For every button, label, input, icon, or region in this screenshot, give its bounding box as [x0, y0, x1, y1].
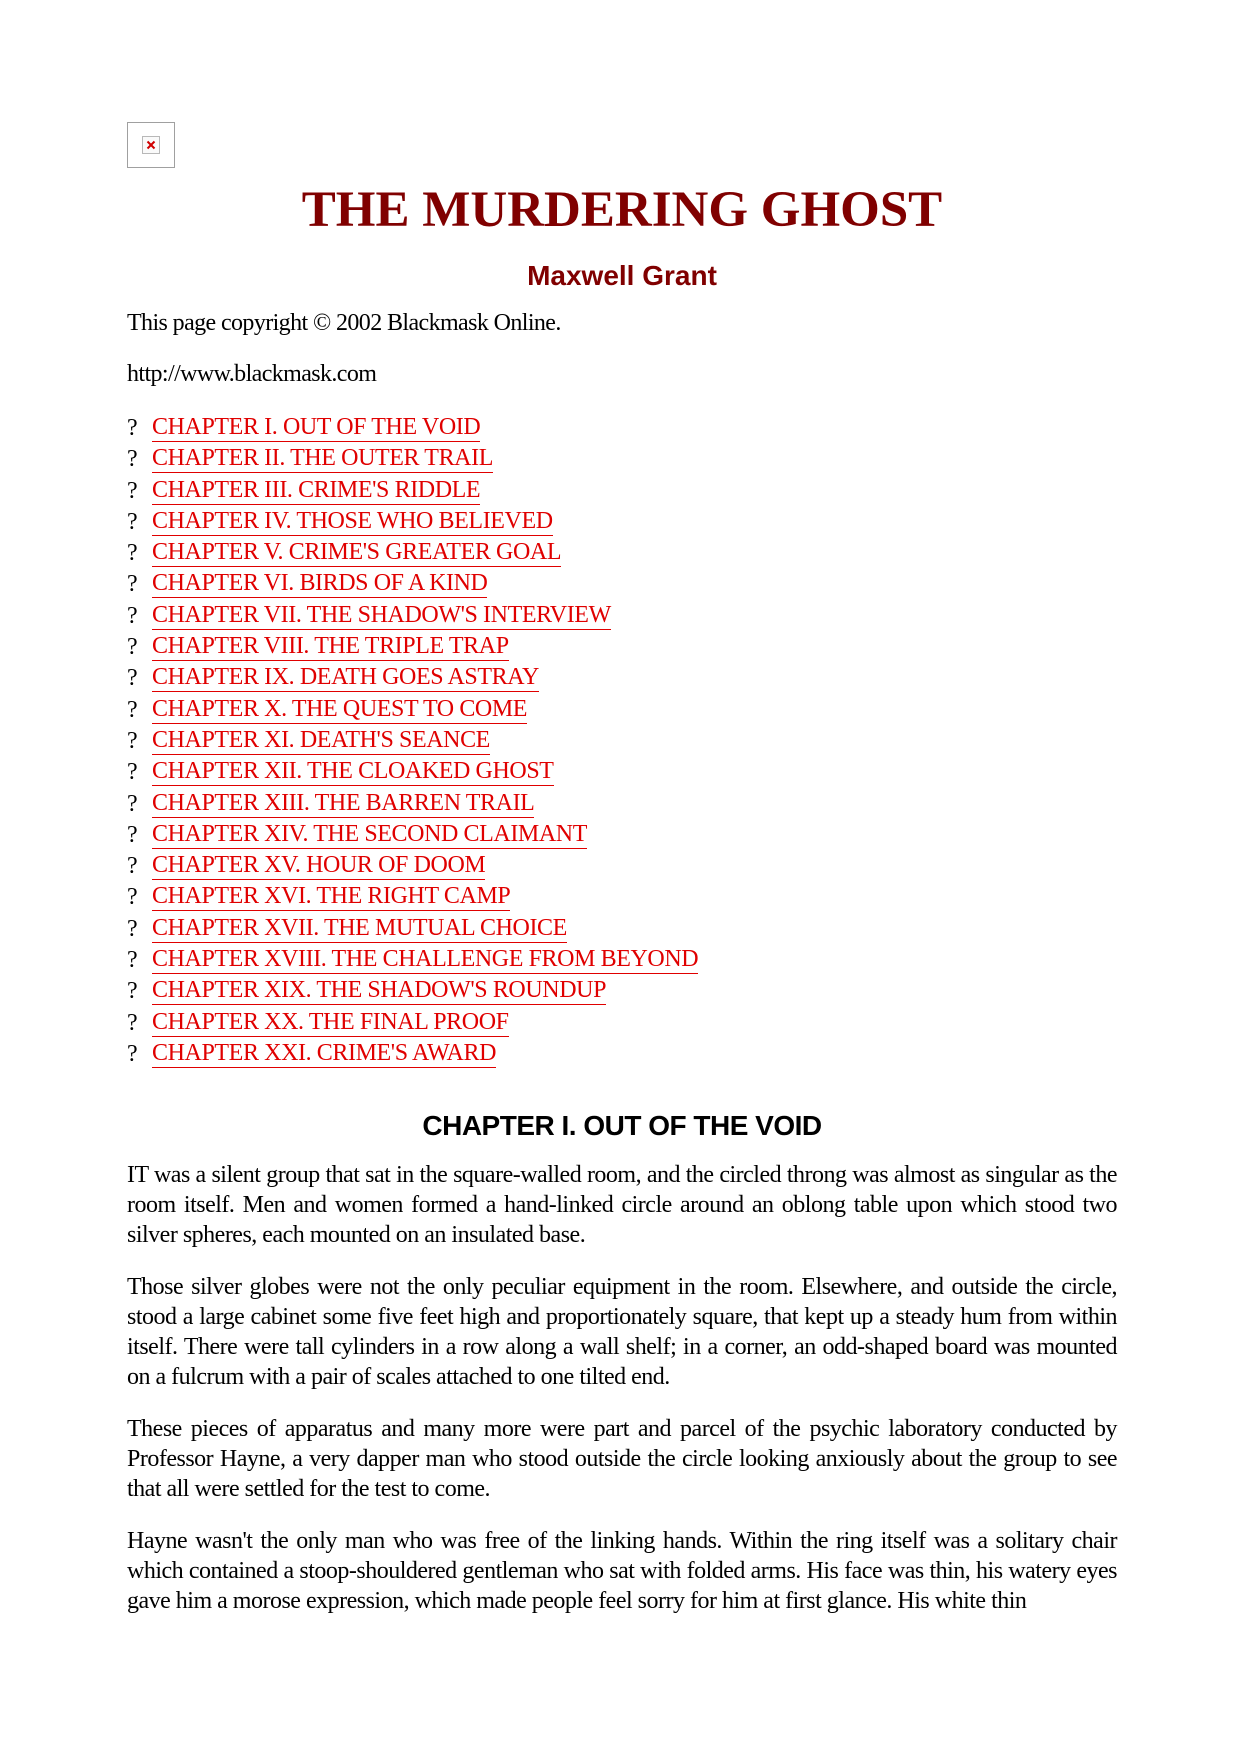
table-of-contents	[127, 413, 698, 1070]
toc-item	[127, 444, 698, 475]
toc-bullet: ?	[127, 759, 138, 786]
toc-item	[127, 601, 698, 632]
broken-image-icon	[127, 122, 175, 168]
toc-bullet: ?	[127, 571, 138, 598]
toc-item	[127, 476, 698, 507]
chapter-paragraph: Hayne wasn't the only man who was free of the linking hands. Within the ring itself was a solitary chair which contained a stoop-shouldered gentleman who sat with folded arms. His face was thin, his watery eyes gave him a morose expression, which made people feel sorry for him at first glance. His white thin	[127, 1528, 1117, 1614]
copyright-notice: This page copyright © 2002 Blackmask Online.	[127, 310, 561, 336]
toc-link-chapter-16[interactable]: CHAPTER XVI. THE RIGHT CAMP	[152, 883, 511, 910]
toc-bullet: ?	[127, 602, 138, 629]
toc-item	[127, 757, 698, 788]
website-url: http://www.blackmask.com	[127, 361, 377, 387]
toc-link-chapter-3[interactable]: CHAPTER III. CRIME'S RIDDLE	[152, 476, 481, 503]
broken-image-icon-inner	[142, 136, 160, 154]
toc-link-chapter-13[interactable]: CHAPTER XIII. THE BARREN TRAIL	[152, 789, 535, 816]
toc-item	[127, 507, 698, 538]
toc-link-chapter-1[interactable]: CHAPTER I. OUT OF THE VOID	[152, 414, 481, 440]
toc-bullet: ?	[127, 821, 138, 848]
toc-link-chapter-2[interactable]: CHAPTER II. THE OUTER TRAIL	[152, 445, 493, 472]
toc-bullet: ?	[127, 634, 138, 661]
toc-item	[127, 945, 698, 976]
toc-item	[127, 695, 698, 726]
toc-bullet: ?	[127, 446, 138, 473]
toc-bullet: ?	[127, 853, 138, 880]
toc-bullet: ?	[127, 1009, 138, 1036]
toc-item	[127, 851, 698, 882]
toc-item	[127, 1008, 698, 1039]
toc-item	[127, 726, 698, 757]
toc-link-chapter-20[interactable]: CHAPTER XX. THE FINAL PROOF	[152, 1008, 509, 1035]
toc-item	[127, 820, 698, 851]
toc-item	[127, 663, 698, 694]
toc-bullet: ?	[127, 727, 138, 754]
toc-bullet: ?	[127, 665, 138, 692]
toc-link-chapter-15[interactable]: CHAPTER XV. HOUR OF DOOM	[152, 852, 486, 879]
toc-item	[127, 413, 698, 444]
toc-bullet: ?	[127, 696, 138, 723]
toc-bullet: ?	[127, 915, 138, 942]
toc-item	[127, 789, 698, 820]
toc-item	[127, 914, 698, 945]
toc-item	[127, 569, 698, 600]
toc-item	[127, 1039, 698, 1070]
toc-link-chapter-17[interactable]: CHAPTER XVII. THE MUTUAL CHOICE	[152, 914, 567, 941]
chapter-heading: CHAPTER I. OUT OF THE VOID	[422, 1110, 822, 1141]
toc-link-chapter-19[interactable]: CHAPTER XIX. THE SHADOW'S ROUNDUP	[152, 977, 607, 1004]
toc-bullet: ?	[127, 947, 138, 974]
toc-link-chapter-18[interactable]: CHAPTER XVIII. THE CHALLENGE FROM BEYOND	[152, 946, 699, 973]
toc-link-chapter-21[interactable]: CHAPTER XXI. CRIME'S AWARD	[152, 1039, 497, 1066]
book-title: THE MURDERING GHOST	[301, 182, 943, 238]
toc-bullet: ?	[127, 1040, 138, 1067]
toc-link-chapter-4[interactable]: CHAPTER IV. THOSE WHO BELIEVED	[152, 507, 553, 534]
toc-link-chapter-7[interactable]: CHAPTER VII. THE SHADOW'S INTERVIEW	[152, 601, 611, 628]
toc-link-chapter-14[interactable]: CHAPTER XIV. THE SECOND CLAIMANT	[152, 820, 587, 847]
toc-bullet: ?	[127, 415, 138, 441]
toc-link-chapter-11[interactable]: CHAPTER XI. DEATH'S SEANCE	[152, 726, 490, 753]
toc-item	[127, 976, 698, 1007]
toc-bullet: ?	[127, 540, 138, 567]
toc-link-chapter-9[interactable]: CHAPTER IX. DEATH GOES ASTRAY	[152, 664, 539, 691]
toc-item	[127, 882, 698, 913]
chapter-text	[127, 1160, 1117, 1638]
toc-item	[127, 632, 698, 663]
chapter-paragraph: Those silver globes were not the only peculiar equipment in the room. Elsewhere, and outside the circle, stood a large cabinet some five feet high and proportionately square, that kept up a steady hum from within itself. There were tall cylinders in a row along a wall shelf; in a corner, an odd-shaped board was mounted on a fulcrum with a pair of scales attached to one tilted end.	[127, 1274, 1117, 1390]
toc-bullet: ?	[127, 978, 138, 1005]
toc-link-chapter-6[interactable]: CHAPTER VI. BIRDS OF A KIND	[152, 570, 488, 597]
toc-bullet: ?	[127, 477, 138, 504]
toc-link-chapter-12[interactable]: CHAPTER XII. THE CLOAKED GHOST	[152, 758, 554, 785]
toc-link-chapter-10[interactable]: CHAPTER X. THE QUEST TO COME	[152, 695, 528, 722]
toc-bullet: ?	[127, 508, 138, 535]
book-author: Maxwell Grant	[527, 260, 717, 291]
toc-link-chapter-5[interactable]: CHAPTER V. CRIME'S GREATER GOAL	[152, 539, 562, 566]
toc-link-chapter-8[interactable]: CHAPTER VIII. THE TRIPLE TRAP	[152, 633, 509, 660]
toc-item	[127, 538, 698, 569]
toc-bullet: ?	[127, 884, 138, 911]
chapter-paragraph: These pieces of apparatus and many more were part and parcel of the psychic laboratory conducted by Professor Hayne, a very dapper man who stood outside the circle looking anxiously about the group to see that all were settled for the test to come.	[127, 1416, 1117, 1502]
toc-bullet: ?	[127, 790, 138, 817]
chapter-paragraph: IT was a silent group that sat in the square-walled room, and the circled throng was almost as singular as the room itself. Men and women formed a hand-linked circle around an oblong table upon which stood two silver spheres, each mounted on an insulated base.	[127, 1162, 1117, 1248]
